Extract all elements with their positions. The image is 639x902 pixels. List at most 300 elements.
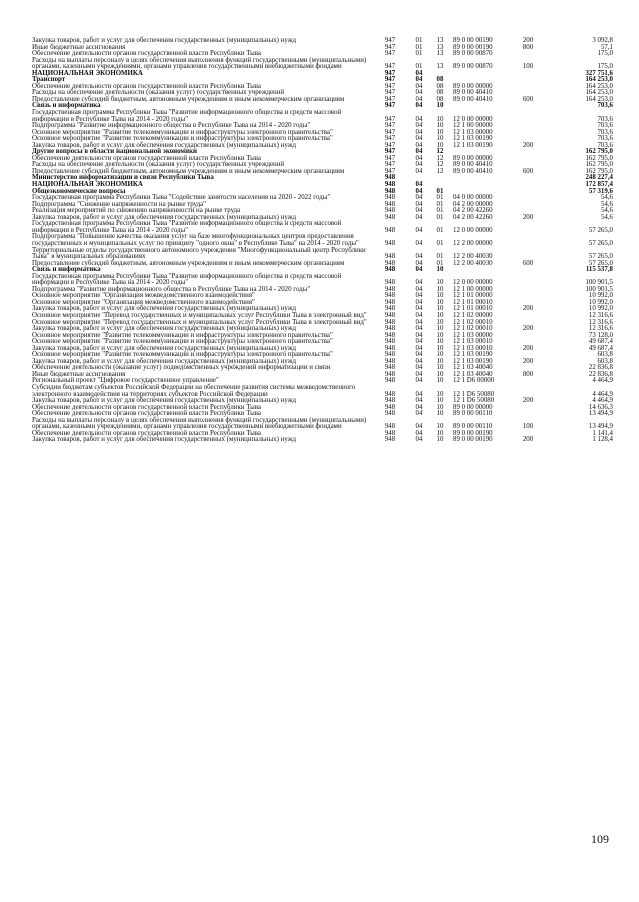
row-amount: 248 227,4: [585, 174, 613, 182]
row-razdel: 01: [415, 50, 423, 58]
row-amount: 57 265,0: [588, 253, 613, 261]
row-podrazdel: 08: [436, 95, 444, 103]
row-name: НАЦИОНАЛЬНАЯ ЭКОНОМИКА: [32, 69, 143, 77]
row-amount: 162 795,0: [585, 167, 613, 175]
row-name: Министерство информатизации и связи Республики Тыва: [32, 174, 214, 182]
row-target-article: 89 0 00 00000: [453, 154, 493, 162]
row-vedomstvo: 947: [384, 154, 396, 162]
row-name: Реализация мероприятий по снижению напряженности на рынке труда: [32, 207, 241, 215]
row-razdel: 04: [415, 207, 423, 215]
row-razdel: 04: [415, 102, 423, 110]
row-vedomstvo: 948: [384, 194, 396, 202]
row-target-article: 89 0 00 00190: [453, 436, 493, 444]
row-vedomstvo: 948: [384, 259, 396, 267]
row-amount: 172 857,4: [585, 181, 613, 189]
row-amount: 54,6: [600, 207, 613, 215]
row-razdel: 04: [415, 331, 423, 339]
row-amount: 164 253,0: [585, 82, 613, 90]
row-name: Другие вопросы в области национальной экономики: [32, 148, 198, 156]
row-razdel: 04: [415, 89, 423, 97]
row-podrazdel: 12: [436, 161, 444, 169]
row-amount: 10 992,0: [588, 305, 613, 313]
row-amount: 57 265,0: [588, 226, 613, 234]
row-vedomstvo: 947: [384, 43, 396, 51]
row-razdel: 04: [415, 370, 423, 378]
row-amount: 175,0: [597, 50, 613, 58]
row-razdel: 04: [415, 397, 423, 405]
row-razdel: 04: [415, 167, 423, 175]
row-target-article: 12 1 00 00000: [453, 285, 493, 293]
row-vedomstvo: 948: [384, 397, 396, 405]
table-row: [32, 418, 612, 431]
row-target-article: 12 1 03 00190: [453, 357, 493, 365]
row-name: Основное мероприятие "Организация межведомственного взаимодействия": [32, 292, 255, 300]
row-amount: 22 836,8: [588, 364, 613, 372]
row-podrazdel: 10: [436, 403, 444, 411]
row-razdel: 04: [415, 122, 423, 130]
row-expense-type: 200: [522, 397, 534, 405]
row-amount: 12 316,6: [588, 325, 613, 333]
row-podrazdel: 10: [436, 115, 444, 123]
row-vedomstvo: 948: [384, 187, 396, 195]
row-name: Закупка товаров, работ и услуг для обеспечения государственных (муниципальных) нужд: [32, 344, 296, 352]
row-podrazdel: 10: [436, 135, 444, 143]
row-podrazdel: 10: [436, 377, 444, 385]
row-target-article: 12 1 01 00010: [453, 305, 493, 313]
row-vedomstvo: 948: [384, 266, 396, 274]
row-razdel: 04: [415, 154, 423, 162]
row-podrazdel: 01: [436, 187, 444, 195]
row-podrazdel: 08: [436, 82, 444, 90]
row-name: Предоставление субсидий бюджетным, автономным учреждениям и иным некоммерческим организациям: [32, 259, 345, 267]
row-vedomstvo: 948: [384, 285, 396, 293]
row-podrazdel: 08: [436, 76, 444, 84]
row-razdel: 04: [415, 253, 423, 261]
row-target-article: 89 0 00 00110: [453, 423, 493, 431]
row-name: Закупка товаров, работ и услуг для обеспечения государственных (муниципальных) нужд: [32, 37, 296, 44]
row-razdel: 04: [415, 82, 423, 90]
row-razdel: 04: [415, 377, 423, 385]
row-name: Основное мероприятие "Перевод государственных и муниципальных услуг Республики Тыва в электронный вид": [32, 311, 367, 319]
row-podrazdel: 10: [436, 292, 444, 300]
row-vedomstvo: 948: [384, 403, 396, 411]
row-amount: 49 687,4: [588, 344, 613, 352]
row-name: Основное мероприятие "Развитие телекоммуникации и инфраструктуры электронного правительства": [32, 331, 333, 339]
row-razdel: 04: [415, 403, 423, 411]
row-expense-type: 200: [522, 325, 534, 333]
row-vedomstvo: 947: [384, 63, 396, 71]
row-podrazdel: 10: [436, 338, 444, 346]
row-podrazdel: 10: [436, 390, 444, 398]
row-name: Связь и информатика: [32, 102, 101, 110]
row-vedomstvo: 948: [384, 311, 396, 319]
row-expense-type: 200: [522, 305, 534, 313]
row-razdel: 04: [415, 390, 423, 398]
row-razdel: 04: [415, 344, 423, 352]
row-target-article: 89 0 00 00870: [453, 50, 493, 58]
row-name: Государственная программа Республики Тыва "Содействие занятости населения на 2020 - 2022 годы": [32, 194, 331, 202]
row-expense-type: 100: [522, 423, 534, 431]
row-name: Иные бюджетные ассигнования: [32, 43, 126, 51]
row-vedomstvo: 948: [384, 292, 396, 300]
row-podrazdel: 10: [436, 436, 444, 444]
row-target-article: 12 2 00 00000: [453, 239, 493, 247]
row-razdel: 04: [415, 161, 423, 169]
row-name: Расходы на выплаты персоналу в целях обеспечения выполнения функций государственными (муниципальными) органами, казенными учреждениями, органами управления государственными внебюджетными фондами: [32, 416, 367, 431]
row-expense-type: 800: [522, 43, 534, 51]
table-row: [32, 58, 612, 71]
row-vedomstvo: 948: [384, 357, 396, 365]
row-name: Основное мероприятие "Развитие телекоммуникации и инфраструктуры электронного правительства": [32, 338, 333, 346]
row-amount: 164 253,0: [585, 76, 613, 84]
row-podrazdel: 01: [436, 226, 444, 234]
row-amount: 164 253,0: [585, 89, 613, 97]
row-amount: 703,6: [597, 122, 613, 130]
row-name: Региональный проект "Цифровое государственное управление": [32, 377, 219, 385]
row-vedomstvo: 948: [384, 305, 396, 313]
row-amount: 54,6: [600, 213, 613, 221]
row-target-article: 12 1 03 00190: [453, 135, 493, 143]
row-amount: 57 319,6: [588, 187, 613, 195]
row-razdel: 01: [415, 63, 423, 71]
row-amount: 327 751,6: [585, 69, 613, 77]
row-name: Обеспечение деятельности органов государственной власти Республики Тыва: [32, 82, 261, 90]
row-razdel: 04: [415, 213, 423, 221]
row-amount: 603,8: [597, 357, 613, 365]
row-amount: 100 901,5: [585, 285, 613, 293]
row-razdel: 04: [415, 69, 423, 77]
row-name: Закупка товаров, работ и услуг для обеспечения государственных (муниципальных) нужд: [32, 397, 296, 405]
row-razdel: 04: [415, 187, 423, 195]
row-razdel: 04: [415, 436, 423, 444]
row-name: Закупка товаров, работ и услуг для обеспечения государственных (муниципальных) нужд: [32, 213, 296, 221]
row-razdel: 04: [415, 410, 423, 418]
row-razdel: 04: [415, 128, 423, 136]
row-target-article: 89 0 00 00110: [453, 410, 493, 418]
row-podrazdel: 10: [436, 344, 444, 352]
row-vedomstvo: 948: [384, 338, 396, 346]
row-name: Обеспечение деятельности органов государственной власти Республики Тыва: [32, 429, 261, 437]
row-podrazdel: 12: [436, 148, 444, 156]
row-target-article: 89 0 00 00000: [453, 82, 493, 90]
row-name: Подпрограмма "Развитие информационного общества в Республике Тыва на 2014 - 2020 годы": [32, 122, 311, 130]
row-target-article: 89 0 00 00190: [453, 37, 493, 44]
page-number: 109: [591, 832, 609, 846]
row-target-article: 89 0 00 00190: [453, 429, 493, 437]
row-target-article: 89 0 00 00870: [453, 63, 493, 71]
row-vedomstvo: 948: [384, 344, 396, 352]
row-target-article: 12 1 03 40040: [453, 364, 493, 372]
row-podrazdel: 10: [436, 128, 444, 136]
row-podrazdel: 10: [436, 298, 444, 306]
row-razdel: 04: [415, 325, 423, 333]
row-razdel: 04: [415, 305, 423, 313]
row-target-article: 12 2 00 40030: [453, 259, 493, 267]
row-podrazdel: 10: [436, 370, 444, 378]
row-name: Иные бюджетные ассигнования: [32, 370, 126, 378]
row-amount: 703,6: [597, 102, 613, 110]
row-target-article: 12 1 03 00190: [453, 141, 493, 149]
row-name: Обеспечение деятельности (оказание услуг) подведомственных учреждений информатизации и связи: [32, 364, 331, 372]
row-amount: 54,6: [600, 200, 613, 208]
row-podrazdel: 10: [436, 331, 444, 339]
row-podrazdel: 10: [436, 318, 444, 326]
row-target-article: 04 2 00 42260: [453, 207, 493, 215]
row-amount: 703,6: [597, 141, 613, 149]
row-podrazdel: 10: [436, 410, 444, 418]
row-amount: 1 128,4: [592, 436, 613, 444]
row-podrazdel: 10: [436, 397, 444, 405]
row-razdel: 04: [415, 279, 423, 287]
row-podrazdel: 10: [436, 325, 444, 333]
row-podrazdel: 01: [436, 194, 444, 202]
row-vedomstvo: 947: [384, 135, 396, 143]
row-razdel: 04: [415, 423, 423, 431]
row-name: Территориальные отделы государственного автономного учреждения "Многофункциональный центр Республики Тыва" в муниципальных образованиях: [32, 246, 366, 261]
row-amount: 703,6: [597, 135, 613, 143]
row-amount: 3 092,8: [592, 37, 613, 44]
row-podrazdel: 13: [436, 37, 444, 44]
row-podrazdel: 01: [436, 259, 444, 267]
row-vedomstvo: 947: [384, 89, 396, 97]
row-podrazdel: 10: [436, 122, 444, 130]
row-vedomstvo: 947: [384, 95, 396, 103]
row-podrazdel: 13: [436, 43, 444, 51]
row-vedomstvo: 947: [384, 69, 396, 77]
row-razdel: 01: [415, 37, 423, 44]
row-vedomstvo: 948: [384, 377, 396, 385]
row-name: Основное мероприятие "Перевод государственных и муниципальных услуг Республики Тыва в электронный вид": [32, 318, 367, 326]
row-expense-type: 200: [522, 141, 534, 149]
row-target-article: 12 1 02 00010: [453, 318, 493, 326]
row-expense-type: 200: [522, 344, 534, 352]
row-razdel: 01: [415, 43, 423, 51]
row-razdel: 04: [415, 429, 423, 437]
row-name: Расходы на выплаты персоналу в целях обеспечения выполнения функций государственными (муниципальными) органами, казенными учреждениями, органами управления государственными внебюджетными фондами: [32, 56, 367, 71]
row-vedomstvo: 947: [384, 102, 396, 110]
row-vedomstvo: 948: [384, 213, 396, 221]
row-vedomstvo: 948: [384, 253, 396, 261]
row-razdel: 04: [415, 338, 423, 346]
row-vedomstvo: 948: [384, 370, 396, 378]
row-target-article: 12 1 D6 50080: [453, 390, 495, 398]
row-vedomstvo: 948: [384, 181, 396, 189]
row-razdel: 04: [415, 259, 423, 267]
row-name: Транспорт: [32, 76, 66, 84]
row-vedomstvo: 948: [384, 318, 396, 326]
row-amount: 10 992,0: [588, 292, 613, 300]
row-amount: 164 253,0: [585, 95, 613, 103]
row-vedomstvo: 947: [384, 128, 396, 136]
row-expense-type: 200: [522, 37, 534, 44]
row-podrazdel: 10: [436, 364, 444, 372]
row-target-article: 12 1 D6 50080: [453, 397, 495, 405]
row-razdel: 04: [415, 351, 423, 359]
row-name: Закупка товаров, работ и услуг для обеспечения государственных (муниципальных) нужд: [32, 357, 296, 365]
row-vedomstvo: 947: [384, 76, 396, 84]
row-podrazdel: 12: [436, 167, 444, 175]
row-vedomstvo: 947: [384, 161, 396, 169]
row-amount: 54,6: [600, 194, 613, 202]
row-vedomstvo: 948: [384, 325, 396, 333]
row-name: Подпрограмма "Снижение напряженности на рынке труда": [32, 200, 206, 208]
row-amount: 100 901,5: [585, 279, 613, 287]
row-target-article: 12 1 02 00010: [453, 325, 493, 333]
row-podrazdel: 10: [436, 429, 444, 437]
row-name: Основное мероприятие "Развитие телекоммуникации и инфраструктуры электронного правительства": [32, 135, 333, 143]
row-expense-type: 600: [522, 95, 534, 103]
row-name: Государственная программа Республики Тыва "Развитие информационного общества и средств массовой информации в Республике Тыва на 2014 - 2020 годы": [32, 220, 342, 234]
row-vedomstvo: 948: [384, 298, 396, 306]
row-podrazdel: 01: [436, 253, 444, 261]
row-name: Обеспечение деятельности органов государственной власти Республики Тыва: [32, 410, 261, 418]
row-amount: 703,6: [597, 115, 613, 123]
row-amount: 13 494,9: [588, 423, 613, 431]
row-name: Обеспечение деятельности органов государственной власти Республики Тыва: [32, 154, 261, 162]
row-amount: 49 687,4: [588, 338, 613, 346]
row-target-article: 12 1 03 40040: [453, 370, 493, 378]
row-vedomstvo: 948: [384, 429, 396, 437]
row-name: Государственная программа Республики Тыва "Развитие информационного общества и средств массовой информации в Республике Тыва на 2014 - 2020 годы": [32, 272, 342, 287]
row-target-article: 12 1 01 00010: [453, 298, 493, 306]
row-razdel: 04: [415, 135, 423, 143]
row-razdel: 04: [415, 266, 423, 274]
row-razdel: 04: [415, 364, 423, 372]
row-podrazdel: 01: [436, 213, 444, 221]
row-vedomstvo: 948: [384, 200, 396, 208]
row-name: Субсидии бюджетам субъектов Российской Федерации на обеспечение развития системы межведомственного электронного взаимодействия на территориях субъектов Российской Федерации: [32, 383, 356, 398]
row-podrazdel: 10: [436, 102, 444, 110]
row-vedomstvo: 947: [384, 167, 396, 175]
row-target-article: 12 0 00 00000: [453, 279, 493, 287]
row-amount: 703,6: [597, 128, 613, 136]
row-name: Предоставление субсидий бюджетным, автономным учреждениям и иным некоммерческим организациям: [32, 95, 345, 103]
row-amount: 603,8: [597, 351, 613, 359]
row-vedomstvo: 948: [384, 174, 396, 182]
row-razdel: 04: [415, 311, 423, 319]
row-name: Предоставление субсидий бюджетным, автономным учреждениям и иным некоммерческим организациям: [32, 167, 345, 175]
row-target-article: 89 0 00 00190: [453, 43, 493, 51]
row-podrazdel: 10: [436, 357, 444, 365]
row-vedomstvo: 947: [384, 122, 396, 130]
row-amount: 10 992,0: [588, 298, 613, 306]
row-podrazdel: 10: [436, 351, 444, 359]
row-expense-type: 100: [522, 63, 534, 71]
row-amount: 162 795,0: [585, 148, 613, 156]
row-amount: 14 636,3: [588, 403, 613, 411]
row-amount: 175,0: [597, 63, 613, 71]
row-vedomstvo: 948: [384, 423, 396, 431]
row-vedomstvo: 947: [384, 148, 396, 156]
row-name: Расходы на обеспечение деятельности (оказания услуг) государственных учреждений: [32, 161, 285, 169]
row-name: НАЦИОНАЛЬНАЯ ЭКОНОМИКА: [32, 181, 143, 189]
row-amount: 4 464,9: [592, 390, 613, 398]
row-name: Общеэкономические вопросы: [32, 187, 126, 195]
row-vedomstvo: 948: [384, 279, 396, 287]
row-expense-type: 200: [522, 357, 534, 365]
row-vedomstvo: 948: [384, 207, 396, 215]
row-name: Подпрограмма "Развитие информационного общества в Республике Тыва на 2014 - 2020 годы": [32, 285, 311, 293]
row-expense-type: 600: [522, 167, 534, 175]
row-vedomstvo: 948: [384, 410, 396, 418]
row-name: Закупка товаров, работ и услуг для обеспечения государственных (муниципальных) нужд: [32, 305, 296, 313]
row-target-article: 04 2 00 00000: [453, 200, 493, 208]
row-target-article: 12 1 03 00010: [453, 338, 493, 346]
row-podrazdel: 10: [436, 285, 444, 293]
row-razdel: 04: [415, 357, 423, 365]
row-target-article: 12 0 00 00000: [453, 115, 493, 123]
row-podrazdel: 10: [436, 266, 444, 274]
row-amount: 57 265,0: [588, 239, 613, 247]
row-amount: 12 316,6: [588, 311, 613, 319]
row-name: Связь и информатика: [32, 266, 101, 274]
row-vedomstvo: 947: [384, 37, 396, 44]
row-vedomstvo: 947: [384, 141, 396, 149]
row-amount: 57,1: [600, 43, 613, 51]
row-target-article: 89 0 00 40410: [453, 167, 493, 175]
row-podrazdel: 10: [436, 423, 444, 431]
row-target-article: 89 0 00 40410: [453, 161, 493, 169]
row-amount: 22 836,8: [588, 370, 613, 378]
row-amount: 4 464,9: [592, 377, 613, 385]
row-target-article: 89 0 00 40410: [453, 89, 493, 97]
table-row: [32, 437, 612, 444]
row-target-article: 12 1 01 00000: [453, 292, 493, 300]
row-podrazdel: 10: [436, 279, 444, 287]
row-name: Обеспечение деятельности органов государственной власти Республики Тыва: [32, 50, 261, 58]
row-razdel: 04: [415, 239, 423, 247]
row-name: Закупка товаров, работ и услуг для обеспечения государственных (муниципальных) нужд: [32, 325, 296, 333]
row-amount: 73 128,0: [588, 331, 613, 339]
row-razdel: 04: [415, 181, 423, 189]
row-target-article: 89 0 00 00000: [453, 403, 493, 411]
row-target-article: 12 1 03 00190: [453, 351, 493, 359]
table-row: [32, 248, 612, 261]
row-razdel: 04: [415, 141, 423, 149]
row-razdel: 04: [415, 95, 423, 103]
row-podrazdel: 10: [436, 141, 444, 149]
row-amount: 1 141,4: [592, 429, 613, 437]
row-podrazdel: 01: [436, 207, 444, 215]
row-vedomstvo: 948: [384, 331, 396, 339]
row-target-article: 12 1 D6 00000: [453, 377, 495, 385]
row-razdel: 04: [415, 148, 423, 156]
row-podrazdel: 12: [436, 154, 444, 162]
row-razdel: 04: [415, 285, 423, 293]
row-amount: 4 464,9: [592, 397, 613, 405]
row-amount: 162 795,0: [585, 154, 613, 162]
table-row: [32, 234, 612, 247]
row-target-article: 12 1 03 00010: [453, 344, 493, 352]
row-podrazdel: 01: [436, 239, 444, 247]
row-target-article: 12 1 02 00000: [453, 311, 493, 319]
row-vedomstvo: 947: [384, 50, 396, 58]
row-vedomstvo: 948: [384, 390, 396, 398]
row-razdel: 04: [415, 226, 423, 234]
row-vedomstvo: 948: [384, 364, 396, 372]
row-podrazdel: 10: [436, 311, 444, 319]
row-amount: 162 795,0: [585, 161, 613, 169]
row-podrazdel: 08: [436, 89, 444, 97]
row-amount: 13 494,9: [588, 410, 613, 418]
table-row: [32, 274, 612, 287]
row-name: Подпрограмма "Повышение качества оказания услуг на базе многофункциональных центров предоставления государственных и муниципальных услуг по принципу "одного окна" в Республике Тыва" на 2014 - 2020 годы": [32, 233, 359, 247]
row-target-article: 04 0 00 00000: [453, 194, 493, 202]
row-razdel: 04: [415, 292, 423, 300]
row-target-article: 89 0 00 40410: [453, 95, 493, 103]
row-razdel: 04: [415, 318, 423, 326]
row-amount: 12 316,6: [588, 318, 613, 326]
